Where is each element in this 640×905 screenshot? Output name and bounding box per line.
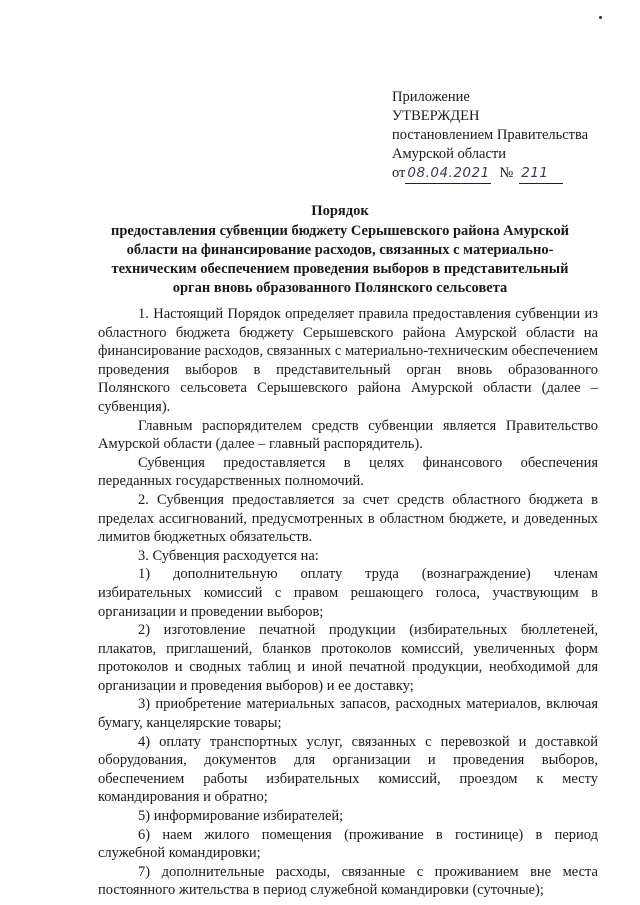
approval-date-number	[392, 164, 588, 184]
document-body	[98, 305, 598, 900]
paragraph: 3. Субвенция расходуется на:	[138, 547, 319, 564]
approval-block	[392, 88, 588, 184]
approval-appendix: Приложение	[392, 89, 470, 105]
paragraph: Субвенция предоставляется в целях финансового обеспечения переданных государственных полномочий.	[98, 454, 598, 490]
scan-speck	[599, 16, 602, 19]
approval-resolution: постановлением Правительства	[392, 127, 589, 143]
paragraph: 5) информирование избирателей;	[138, 808, 344, 825]
handwritten-date: 08.04.2021	[405, 164, 491, 184]
title-heading: Порядок	[311, 203, 369, 219]
handwritten-number: 211	[519, 164, 563, 184]
paragraph: 7) дополнительные расходы, связанные с проживанием вне места постоянного жительства в период служебной командировки (суточные);	[98, 863, 598, 899]
paragraph: 3) приобретение материальных запасов, расходных материалов, включая бумагу, канцелярские товары;	[98, 696, 598, 732]
paragraph: 1) дополнительную оплату труда (вознаграждение) членам избирательных комиссий с правом решающего голоса, участвующим в организации и проведении выборов;	[98, 566, 598, 620]
approval-region: Амурской области	[392, 146, 506, 162]
paragraph: 4) оплату транспортных услуг, связанных с перевозкой и доставкой оборудования, документов для организации и проведения выборов, обеспечением работы избирательных комиссий, проездом к месту командирования и обратно;	[98, 733, 598, 806]
approval-approved: УТВЕРЖДЕН	[392, 108, 480, 124]
title-subtitle: предоставления субвенции бюджету Серышевского района Амурской области на финансирование расходов, связанных с материально-техническим обеспечением проведения выборов в представительный орган вновь образованного Полянского сельсовета	[110, 223, 569, 296]
paragraph: 2. Субвенция предоставляется за счет средств областного бюджета в пределах ассигнований, предусмотренных в областном бюджете, и доведенных лимитов бюджетных обязательств.	[98, 491, 598, 546]
number-label: №	[499, 165, 514, 181]
date-prefix: от	[392, 165, 406, 181]
paragraph: 6) наем жилого помещения (проживание в гостинице) в период служебной командировки;	[98, 826, 598, 862]
paragraph: 2) изготовление печатной продукции (избирательных бюллетеней, плакатов, приглашений, бланков протоколов комиссий, увеличенных форм протоколов и сводных таблиц и иной печатной продукции, необходимой для организации и проведения выборов) и ее доставку;	[98, 622, 598, 694]
paragraph: 1. Настоящий Порядок определяет правила предоставления субвенции из областного бюджета бюджету Серышевского района Амурской области на финансирование расходов, связанных с материально-техническим обеспечением проведения выборов в представительный орган вновь образованного Полянского сельсовета Серышевского района Амурской области (далее – субвенция).	[98, 306, 598, 415]
document-title	[100, 202, 580, 298]
paragraph: Главным распорядителем средств субвенции является Правительство Амурской области (далее – главный распорядитель).	[98, 417, 598, 453]
